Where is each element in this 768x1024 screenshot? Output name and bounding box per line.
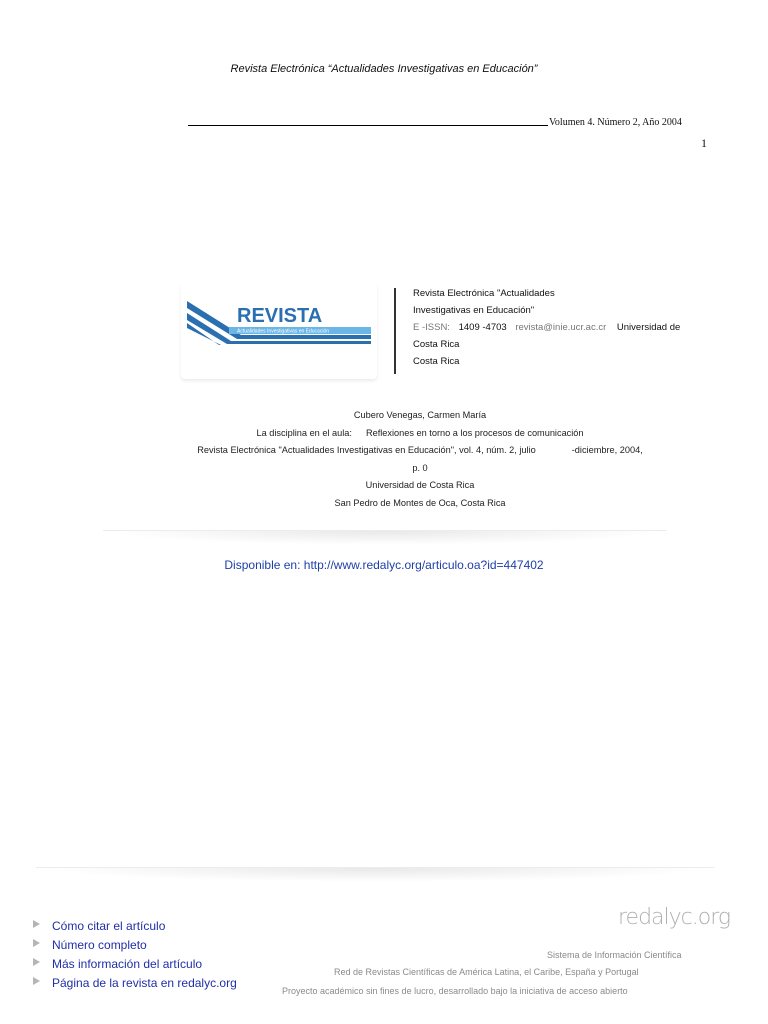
journal-name-line1: Revista Electrónica "Actualidades (413, 288, 555, 299)
link-journal-page[interactable] (33, 974, 237, 992)
journal-email: revista@inie.ucr.ac.cr (515, 322, 607, 333)
source-part2: -diciembre, 2004, (571, 445, 643, 455)
revista-logo-icon (181, 283, 377, 379)
link-label[interactable]: Página de la revista en redalyc.org (52, 976, 237, 990)
triangle-right-icon (33, 939, 40, 947)
triangle-right-icon (33, 920, 40, 928)
page-number: 1 (701, 136, 707, 150)
header-rule (188, 125, 548, 126)
logo-title: REVISTA (237, 305, 323, 327)
issn-number: 1409 -4703 (458, 322, 507, 333)
journal-logo (181, 283, 377, 379)
article-links (33, 917, 237, 993)
journal-country: Costa Rica (413, 356, 460, 367)
journal-info (413, 285, 713, 370)
article-title-part2: Reflexiones en torno a los procesos de comunicación (365, 427, 584, 438)
footer-network: Red de Revistas Científicas de América Latina, el Caribe, España y Portugal (334, 967, 639, 977)
source (170, 442, 670, 460)
volume-issue: Volumen 4. Número 2, Año 2004 (549, 117, 682, 128)
triangle-right-icon (33, 958, 40, 966)
university-line2: Costa Rica (413, 339, 460, 350)
article-title (170, 425, 670, 443)
link-label[interactable]: Más información del artículo (52, 957, 203, 971)
journal-header-title: Revista Electrónica “Actualidades Investigativas en Educación” (230, 63, 538, 75)
link-cite-article[interactable] (33, 917, 237, 935)
footer-system-name: Sistema de Información Científica (547, 950, 682, 960)
available-link[interactable]: Disponible en: http://www.redalyc.org/articulo.oa?id=447402 (224, 558, 544, 572)
author: Cubero Venegas, Carmen María (353, 410, 487, 420)
triangle-right-icon (33, 977, 40, 985)
issn-line (413, 319, 713, 336)
citation-block (170, 407, 670, 512)
source-part1: Revista Electrónica "Actualidades Investigativas en Educación", vol. 4, núm. 2, julio (197, 445, 536, 455)
footer-project: Proyecto académico sin fines de lucro, desarrollado bajo la iniciativa de acceso abierto (282, 986, 628, 996)
link-more-info[interactable] (33, 955, 237, 973)
location: San Pedro de Montes de Oca, Costa Rica (334, 497, 506, 508)
journal-name-line2: Investigativas en Educación" (413, 305, 535, 316)
pages: p. 0 (412, 462, 428, 473)
institution: Universidad de Costa Rica (365, 480, 475, 490)
article-title-part1: La disciplina en el aula: (256, 427, 352, 438)
redalyc-logo: redalyc.org (618, 905, 731, 930)
link-label[interactable]: Cómo citar el artículo (52, 919, 166, 933)
link-label[interactable]: Número completo (52, 938, 147, 952)
logo-subtitle: Actualidades Investigativas en Educación (237, 328, 330, 335)
vertical-divider (394, 288, 396, 374)
issn-label: E -ISSN: (413, 322, 450, 333)
footer-divider (36, 867, 714, 882)
university-line1: Universidad de (616, 322, 681, 333)
link-full-issue[interactable] (33, 936, 237, 954)
section-divider (103, 530, 667, 545)
